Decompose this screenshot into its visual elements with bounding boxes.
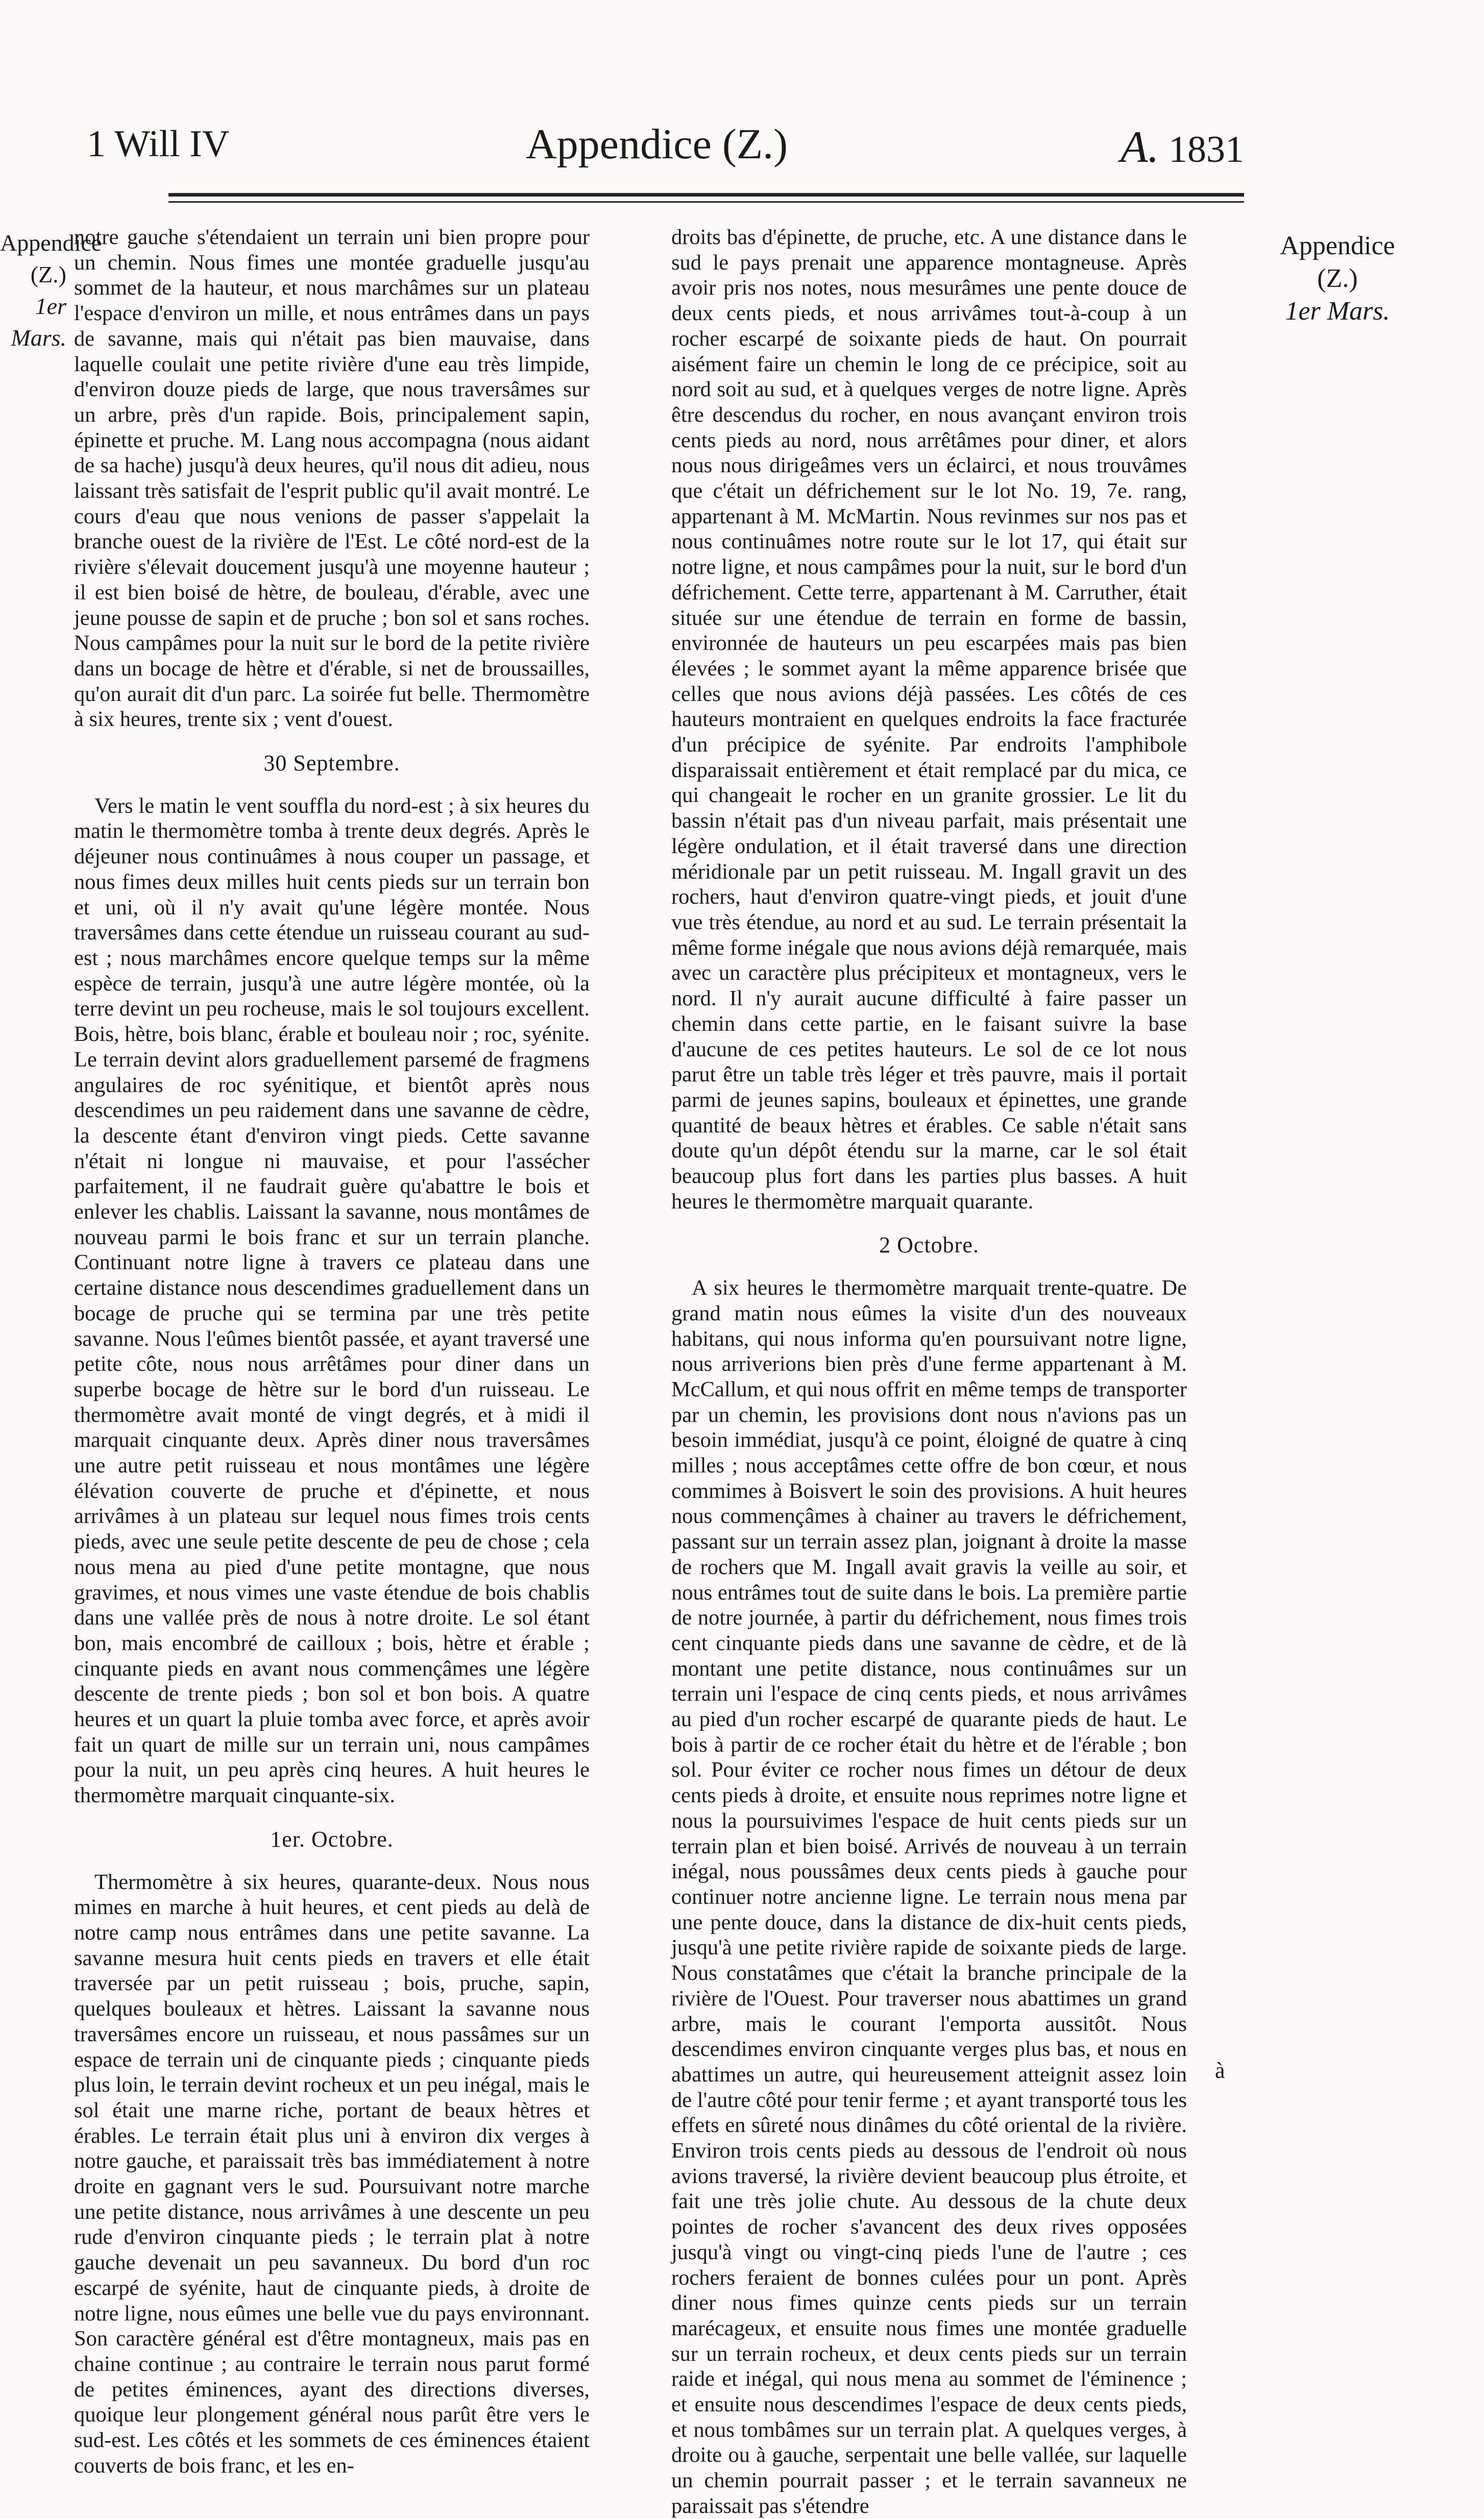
left-margin-note bbox=[0, 227, 102, 354]
reign-label: 1 Will IV bbox=[87, 123, 230, 165]
left-column bbox=[74, 225, 590, 2478]
margin-note-date: 1er Mars. bbox=[11, 293, 66, 351]
paragraph: Thermomètre à six heures, quarante-deux. Nous nous mimes en marche à huit heures, et cent pieds au delà de notre camp nous entrâmes dans une petite savanne. La savanne mesura huit cents pieds en travers et elle était traversée par un petit ruisseau ; bois, pruche, sapin, quelques bouleaux et hètres. Laissant la savanne nous traversâmes encore un ruisseau, et nous passâmes sur un espace de terrain uni de cinquante pieds ; cinquante pieds plus loin, le terrain devint rocheux et un peu inégal, mais le sol était une marne riche, portant de beaux hètres et érables. Le terrain était plus uni à environ dix verges à notre gauche, et paraissait très bas immédiatement à notre droite en gagnant vers le sud. Poursuivant notre marche une petite distance, nous arrivâmes à une descente un peu rude d'environ cinquante pieds ; le terrain plat à notre gauche devenait un peu savanneux. Du bord d'un roc escarpé de syénite, haut de cinquante pieds, à droite de notre ligne, nous eûmes une belle vue du pays environnant. Son caractère général est d'être montagneux, mais pas en chaine continue ; au contraire le terrain nous parut formé de petites éminences, ayant des directions diverses, quoique leur plongement général nous parût être vers le sud-est. Les côtés et les sommets de ces éminences étaient couverts de bois franc, et les en- bbox=[74, 1870, 590, 2478]
right-column bbox=[671, 225, 1187, 2519]
date-heading: 30 Septembre. bbox=[263, 750, 400, 776]
paragraph: Vers le matin le vent souffla du nord-est ; à six heures du matin le thermomètre tomba à trente deux degrés. Après le déjeuner nous continuâmes à nous couper un passage, et nous fimes deux milles huit cents pieds sur un terrain bon et uni, où il n'y avait qu'une légère montée. Nous traversâmes dans cette étendue un ruisseau courant au sud-est ; nous marchâmes encore quelque temps sur la même espèce de terrain, jusqu'à une autre légère montée, où la terre devint un peu rocheuse, mais le sol toujours excellent. Bois, hètre, bois blanc, érable et bouleau noir ; roc, syénite. Le terrain devint alors graduellement parsemé de fragmens angulaires de roc syénitique, et bientôt après nous descendimes un peu raidement dans une savanne de cèdre, la descente étant d'environ vingt pieds. Cette savanne n'était ni longue ni mauvaise, et pour l'assécher parfaitement, il ne faudrait guère qu'abattre le bois et enlever les chablis. Laissant la savanne, nous montâmes de nouveau parmi le bois franc et sur un terrain planche. Continuant notre ligne à travers ce plateau dans une certaine distance nous descendimes graduellement dans un bocage de pruche qui se termina par une très petite savanne. Nous l'eûmes bientôt passée, et ayant traversé une petite côte, nous nous arrêtâmes pour diner dans un superbe bocage de hètre sur le bord d'un ruisseau. Le thermomètre avait monté de vingt degrés, et à midi il marquait cinquante deux. Après diner nous traversâmes une autre petit ruisseau et nous montâmes une légère élévation couverte de pruche et d'épinette, et nous arrivâmes à un plateau sur lequel nous fimes trois cents pieds, avec une seule petite descente de peu de chose ; cela nous mena au pied d'une petite montagne, que nous gravimes, et nous vimes une vaste étendue de bois chablis dans une vallée près de nous à notre droite. Le sol étant bon, mais encombré de cailloux ; bois, hètre et érable ; cinquante pieds en avant nous commençâmes une légère descente de trente pieds ; bon sol et bon bois. A quatre heures et un quart la pluie tomba avec force, et après avoir fait un quart de mille sur un terrain uni, nous campâmes pour la nuit, un peu après cinq heures. A huit heures le thermomètre marquait cinquante-six. bbox=[74, 793, 590, 1808]
header-rule-thin bbox=[168, 201, 1244, 203]
page-title: Appendice (Z.) bbox=[526, 120, 788, 168]
margin-note-appendix: Appendice bbox=[1280, 231, 1395, 260]
date-heading: 2 Octobre. bbox=[879, 1232, 979, 1258]
date-heading: 1er. Octobre. bbox=[270, 1826, 394, 1852]
margin-note-date: 1er Mars. bbox=[1285, 297, 1390, 326]
page-header bbox=[0, 112, 1484, 174]
paragraph: A six heures le thermomètre marquait trente-quatre. De grand matin nous eûmes la visite d'un des nouveaux habitans, qui nous informa qu'en poursuivant notre ligne, nous arriverions bien près d'une ferme appartenant à M. McCallum, et qui nous offrit en même temps de transporter par un chemin, les provisions dont nous n'avions pas un besoin immédiat, jusqu'à ce point, éloigné de quatre à cinq milles ; nous acceptâmes cette offre de bon cœur, et nous commimes à Boisvert le soin des provisions. A huit heures nous commençâmes à chainer au travers le défrichement, passant sur un terrain assez plan, joignant à droite la masse de rochers que M. Ingall avait gravis la veille au soir, et nous entrâmes tout de suite dans le bois. La première partie de notre journée, à partir du défrichement, nous fimes trois cent cinquante pieds dans une savanne de cèdre, et de là montant une petite distance, nous continuâmes sur un terrain uni l'espace de cinq cents pieds, et nous arrivâmes au pied d'un rocher escarpé de quarante pieds de haut. Le bois à partir de ce rocher était du hètre et de l'érable ; bon sol. Pour éviter ce rocher nous fimes un détour de deux cents pieds à droite, et ensuite nous reprimes notre ligne et nous la poursuivimes l'espace de huit cents pieds sur un terrain plan et bien boisé. Arrivés de nouveau à un terrain inégal, nous poussâmes deux cents pieds à gauche pour continuer notre ancienne ligne. Le terrain nous mena par une pente douce, dans la distance de dix-huit cents pieds, jusqu'à une petite rivière rapide de soixante pieds de large. Nous constatâmes que c'était la branche principale de la rivière de l'Ouest. Pour traverser nous abattimes un grand arbre, mais le courant l'emporta aussitôt. Nous descendimes environ cinquante verges plus bas, et nous en abattimes un autre, qui heureusement atteignit assez loin de l'autre côté pour tenir ferme ; et ayant transporté tous les effets en sûreté nous dinâmes du côté oriental de la rivière. Environ trois cents pieds au dessous de l'endroit où nous avions traversé, la rivière devient beaucoup plus étroite, et fait une très jolie chute. Au dessous de la chute deux pointes de rocher s'avancent des deux rives opposées jusqu'à vingt ou vingt-cinq pieds l'une de l'autre ; ces rochers feraient de bonnes culées pour un pont. Après diner nous fimes quinze cents pieds sur un terrain marécageux, et ensuite nous fimes une montée graduelle sur un terrain rocheux, et deux cents pieds sur un terrain raide et inégal, qui nous mena au sommet de l'éminence ; et ensuite nous descendimes l'espace de deux cents pieds, et nous tombâmes sur un terrain plat. A quelques verges, à droite ou à gauche, serpentait une belle vallée, sur laquelle un chemin pourrait passer ; et le terrain savanneux ne paraissait pas s'étendre bbox=[671, 1276, 1187, 2518]
paragraph: notre gauche s'étendaient un terrain uni bien propre pour un chemin. Nous fimes une montée graduelle jusqu'au sommet de la hauteur, et nous marchâmes sur un plateau l'espace d'environ un mille, et nous entrâmes dans un pays de savanne, mais qui n'était pas bien mauvaise, dans laquelle coulait une petite rivière d'une eau très limpide, d'environ douze pieds de large, que nous traversâmes sur un arbre, près d'un rapide. Bois, principalement sapin, épinette et pruche. M. Lang nous accompagna (nous aidant de sa hache) jusqu'à deux heures, qu'il nous dit adieu, nous laissant très satisfait de l'esprit public qu'il avait montré. Le cours d'eau que nous venions de passer s'appelait la branche ouest de la rivière de l'Est. Le côté nord-est de la rivière s'élevait doucement jusqu'à une moyenne hauteur ; il est bien boisé de hètre, de bouleau, d'érable, avec une jeune pousse de sapin et de pruche ; bon sol et sans roches. Nous campâmes pour la nuit sur le bord de la petite rivière dans un bocage de hètre et d'érable, si net de broussailles, qu'on aurait dit d'un parc. La soirée fut belle. Thermomètre à six heures, trente six ; vent d'ouest. bbox=[74, 225, 590, 732]
margin-note-letter: (Z.) bbox=[1317, 264, 1358, 293]
header-rule-thick bbox=[168, 193, 1244, 197]
paragraph: droits bas d'épinette, de pruche, etc. A une distance dans le sud le pays prenait une apparence montagneuse. Après avoir pris nos notes, nous mesurâmes une pente douce de deux cents pieds, et nous arrivâmes tout-à-coup à un rocher escarpé de soixante pieds de haut. On pourrait aisément faire un chemin le long de ce précipice, soit au nord soit au sud, et à quelques verges de notre ligne. Après être descendus du rocher, en nous avançant environ trois cents pieds au nord, nous arrêtâmes pour diner, et alors nous nous dirigeâmes vers un éclairci, et nous trouvâmes que c'était un défrichement sur le lot No. 19, 7e. rang, appartenant à M. McMartin. Nous revinmes sur nos pas et nous continuâmes notre route sur le lot 17, qui était sur notre ligne, et nous campâmes pour la nuit, sur le bord d'un défrichement. Cette terre, appartenant à M. Carruther, était située sur une étendue de terrain en forme de bassin, environnée de hauteurs un peu escarpées mais pas bien élevées ; le sommet ayant la même apparence brisée que celles que nous avions déjà passées. Les côtés de ces hauteurs montraient en quelques endroits la face fracturée d'un précipice de syénite. Par endroits l'amphibole disparaissait entièrement et était remplacé par du mica, ce qui changeait le rocher en un granite grossier. Le lit du bassin n'était pas d'un niveau parfait, mais présentait une légère ondulation, et il était traversé dans une direction méridionale par un petit ruisseau. M. Ingall gravit un des rochers, haut d'environ quatre-vingt pieds, et jouit d'une vue très étendue, au nord et au sud. Le terrain présentait la même forme inégale que nous avions déjà remarquée, mais avec un caractère plus précipiteux et montagneux, vers le nord. Il n'y aurait aucune difficulté à faire passer un chemin dans cette partie, en le faisant suivre la base d'aucune de ces petites hauteurs. Le sol de ce lot nous parut être un table très léger et très pauvre, mais il portait parmi de jeunes sapins, bouleaux et épinettes, une grande quantité de beaux hètres et érables. Ce sable n'était sans doute qu'un dépôt étendu sur la marne, car le sol était beaucoup plus fort dans les parties plus basses. A huit heures le thermomètre marquait quarante. bbox=[671, 225, 1187, 1214]
margin-note-appendix: Appendice bbox=[0, 230, 102, 256]
year-prefix: A. bbox=[1120, 123, 1159, 172]
year-label bbox=[1121, 122, 1244, 173]
right-margin-note bbox=[1261, 230, 1414, 328]
year-value: 1831 bbox=[1169, 129, 1244, 171]
margin-note-letter: (Z.) bbox=[30, 261, 66, 287]
catchword: à bbox=[1215, 2058, 1225, 2083]
